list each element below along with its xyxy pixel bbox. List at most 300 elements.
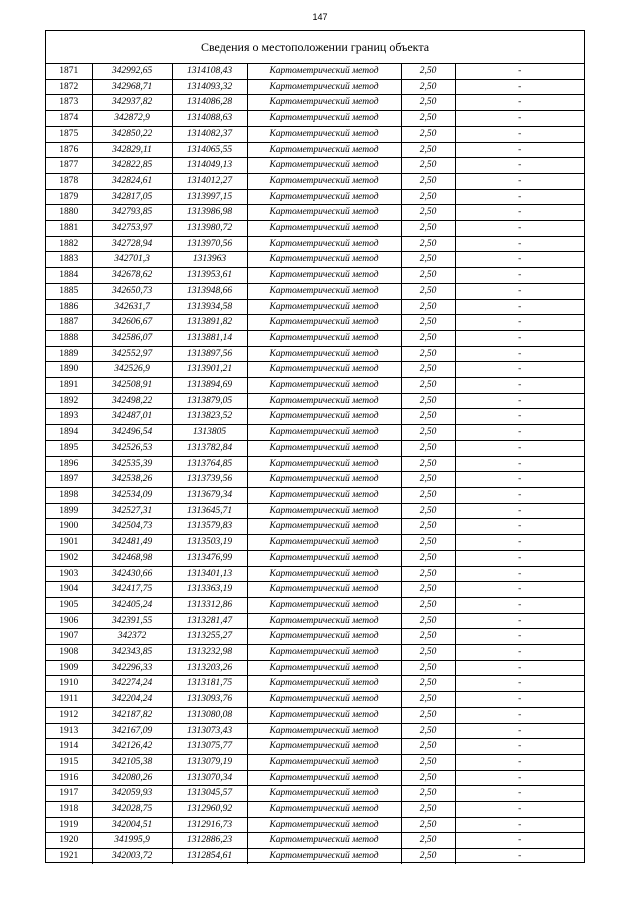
point-number-cell: 1876 xyxy=(46,142,92,158)
x-coordinate-cell: 342417,75 xyxy=(92,582,172,598)
point-number-cell: 1886 xyxy=(46,299,92,315)
x-coordinate-cell: 342274,24 xyxy=(92,676,172,692)
accuracy-cell: 2,50 xyxy=(401,64,455,79)
description-cell: - xyxy=(455,723,584,739)
method-cell: Картометрический метод xyxy=(247,236,401,252)
x-coordinate-cell: 342508,91 xyxy=(92,378,172,394)
x-coordinate-cell: 342753,97 xyxy=(92,221,172,237)
description-cell: - xyxy=(455,205,584,221)
x-coordinate-cell: 342829,11 xyxy=(92,142,172,158)
description-cell: - xyxy=(455,189,584,205)
method-cell: Картометрический метод xyxy=(247,189,401,205)
point-number-cell: 1896 xyxy=(46,456,92,472)
x-coordinate-cell: 342552,97 xyxy=(92,346,172,362)
method-cell: Картометрический метод xyxy=(247,550,401,566)
point-number-cell: 1911 xyxy=(46,692,92,708)
description-cell: - xyxy=(455,739,584,755)
accuracy-cell: 2,50 xyxy=(401,770,455,786)
point-number-cell: 1873 xyxy=(46,95,92,111)
point-number-cell: 1872 xyxy=(46,79,92,95)
accuracy-cell: 2,50 xyxy=(401,754,455,770)
description-cell: - xyxy=(455,582,584,598)
x-coordinate-cell: 342167,09 xyxy=(92,723,172,739)
accuracy-cell: 2,50 xyxy=(401,315,455,331)
point-number-cell: 1902 xyxy=(46,550,92,566)
x-coordinate-cell: 342296,33 xyxy=(92,660,172,676)
description-cell: - xyxy=(455,660,584,676)
description-cell: - xyxy=(455,95,584,111)
method-cell: Картометрический метод xyxy=(247,739,401,755)
point-number-cell: 1894 xyxy=(46,425,92,441)
x-coordinate-cell: 342701,3 xyxy=(92,252,172,268)
point-number-cell: 1884 xyxy=(46,268,92,284)
method-cell: Картометрический метод xyxy=(247,173,401,189)
method-cell: Картометрический метод xyxy=(247,315,401,331)
y-coordinate-cell: 1314065,55 xyxy=(172,142,247,158)
point-number-cell: 1921 xyxy=(46,849,92,864)
x-coordinate-cell: 342504,73 xyxy=(92,519,172,535)
point-number-cell: 1878 xyxy=(46,173,92,189)
y-coordinate-cell: 1312886,23 xyxy=(172,833,247,849)
y-coordinate-cell: 1313997,15 xyxy=(172,189,247,205)
method-cell: Картометрический метод xyxy=(247,613,401,629)
accuracy-cell: 2,50 xyxy=(401,142,455,158)
point-number-cell: 1918 xyxy=(46,802,92,818)
accuracy-cell: 2,50 xyxy=(401,519,455,535)
table-row xyxy=(46,252,584,268)
method-cell: Картометрический метод xyxy=(247,849,401,864)
point-number-cell: 1912 xyxy=(46,707,92,723)
method-cell: Картометрический метод xyxy=(247,440,401,456)
table-row xyxy=(46,346,584,362)
table-row xyxy=(46,189,584,205)
accuracy-cell: 2,50 xyxy=(401,472,455,488)
x-coordinate-cell: 342187,82 xyxy=(92,707,172,723)
y-coordinate-cell: 1314086,28 xyxy=(172,95,247,111)
table-row xyxy=(46,456,584,472)
point-number-cell: 1892 xyxy=(46,393,92,409)
description-cell: - xyxy=(455,330,584,346)
point-number-cell: 1887 xyxy=(46,315,92,331)
table-row xyxy=(46,472,584,488)
x-coordinate-cell: 342817,05 xyxy=(92,189,172,205)
method-cell: Картометрический метод xyxy=(247,582,401,598)
y-coordinate-cell: 1313503,19 xyxy=(172,535,247,551)
point-number-cell: 1898 xyxy=(46,487,92,503)
x-coordinate-cell: 342527,31 xyxy=(92,503,172,519)
y-coordinate-cell: 1313953,61 xyxy=(172,268,247,284)
table-row xyxy=(46,95,584,111)
accuracy-cell: 2,50 xyxy=(401,582,455,598)
y-coordinate-cell: 1313093,76 xyxy=(172,692,247,708)
y-coordinate-cell: 1313255,27 xyxy=(172,629,247,645)
table-row xyxy=(46,535,584,551)
y-coordinate-cell: 1313881,14 xyxy=(172,330,247,346)
description-cell: - xyxy=(455,126,584,142)
y-coordinate-cell: 1313739,56 xyxy=(172,472,247,488)
point-number-cell: 1920 xyxy=(46,833,92,849)
y-coordinate-cell: 1313476,99 xyxy=(172,550,247,566)
point-number-cell: 1914 xyxy=(46,739,92,755)
table-row xyxy=(46,79,584,95)
table-row xyxy=(46,660,584,676)
accuracy-cell: 2,50 xyxy=(401,456,455,472)
accuracy-cell: 2,50 xyxy=(401,613,455,629)
table-row xyxy=(46,692,584,708)
table-row xyxy=(46,111,584,127)
accuracy-cell: 2,50 xyxy=(401,173,455,189)
table-row xyxy=(46,754,584,770)
accuracy-cell: 2,50 xyxy=(401,503,455,519)
description-cell: - xyxy=(455,283,584,299)
accuracy-cell: 2,50 xyxy=(401,158,455,174)
y-coordinate-cell: 1313963 xyxy=(172,252,247,268)
description-cell: - xyxy=(455,629,584,645)
method-cell: Картометрический метод xyxy=(247,566,401,582)
method-cell: Картометрический метод xyxy=(247,456,401,472)
accuracy-cell: 2,50 xyxy=(401,676,455,692)
x-coordinate-cell: 342498,22 xyxy=(92,393,172,409)
accuracy-cell: 2,50 xyxy=(401,79,455,95)
accuracy-cell: 2,50 xyxy=(401,786,455,802)
x-coordinate-cell: 341995,9 xyxy=(92,833,172,849)
method-cell: Картометрический метод xyxy=(247,519,401,535)
table-row xyxy=(46,409,584,425)
method-cell: Картометрический метод xyxy=(247,770,401,786)
coordinates-table xyxy=(46,64,584,864)
table-row xyxy=(46,676,584,692)
accuracy-cell: 2,50 xyxy=(401,346,455,362)
method-cell: Картометрический метод xyxy=(247,676,401,692)
point-number-cell: 1883 xyxy=(46,252,92,268)
accuracy-cell: 2,50 xyxy=(401,95,455,111)
y-coordinate-cell: 1313075,77 xyxy=(172,739,247,755)
x-coordinate-cell: 342028,75 xyxy=(92,802,172,818)
table-row xyxy=(46,330,584,346)
table-row xyxy=(46,283,584,299)
table-row xyxy=(46,849,584,864)
description-cell: - xyxy=(518,851,522,862)
point-number-cell: 1893 xyxy=(46,409,92,425)
accuracy-cell: 2,50 xyxy=(401,330,455,346)
accuracy-cell: 2,50 xyxy=(401,299,455,315)
accuracy-cell: 2,50 xyxy=(401,566,455,582)
point-number-cell: 1907 xyxy=(46,629,92,645)
accuracy-cell: 2,50 xyxy=(401,362,455,378)
x-coordinate-cell: 342538,26 xyxy=(92,472,172,488)
accuracy-cell: 2,50 xyxy=(401,236,455,252)
table-row xyxy=(46,126,584,142)
description-cell: - xyxy=(455,409,584,425)
method-cell: Картометрический метод xyxy=(247,64,401,79)
point-number-cell: 1874 xyxy=(46,111,92,127)
point-number-cell: 1871 xyxy=(46,64,92,79)
y-coordinate-cell: 1313894,69 xyxy=(172,378,247,394)
table-row xyxy=(46,315,584,331)
description-cell: - xyxy=(455,472,584,488)
table-row xyxy=(46,645,584,661)
x-coordinate-cell: 342204,24 xyxy=(92,692,172,708)
x-coordinate-cell: 342631,7 xyxy=(92,299,172,315)
method-cell: Картометрический метод xyxy=(247,503,401,519)
method-cell: Картометрический метод xyxy=(247,802,401,818)
y-coordinate-cell: 1313579,83 xyxy=(172,519,247,535)
point-number-cell: 1882 xyxy=(46,236,92,252)
accuracy-cell: 2,50 xyxy=(401,221,455,237)
y-coordinate-cell: 1313679,34 xyxy=(172,487,247,503)
y-coordinate-cell: 1313879,05 xyxy=(172,393,247,409)
table-caption: Сведения о местоположении границ объекта xyxy=(46,31,584,64)
x-coordinate-cell: 342372 xyxy=(92,629,172,645)
x-coordinate-cell: 342586,07 xyxy=(92,330,172,346)
description-cell: - xyxy=(455,378,584,394)
y-coordinate-cell: 1313891,82 xyxy=(172,315,247,331)
description-cell: - xyxy=(455,425,584,441)
method-cell: Картометрический метод xyxy=(247,221,401,237)
x-coordinate-cell: 342391,55 xyxy=(92,613,172,629)
y-coordinate-cell: 1314088,63 xyxy=(172,111,247,127)
method-cell: Картометрический метод xyxy=(247,299,401,315)
description-cell: - xyxy=(455,393,584,409)
point-number-cell: 1897 xyxy=(46,472,92,488)
x-coordinate-cell: 342968,71 xyxy=(92,79,172,95)
description-cell: - xyxy=(455,158,584,174)
description-cell: - xyxy=(455,487,584,503)
x-coordinate-cell: 342937,82 xyxy=(92,95,172,111)
table-row xyxy=(46,173,584,189)
y-coordinate-cell: 1313901,21 xyxy=(172,362,247,378)
x-coordinate-cell: 342004,51 xyxy=(92,817,172,833)
description-cell: - xyxy=(455,676,584,692)
table-row xyxy=(46,739,584,755)
x-coordinate-cell: 342343,85 xyxy=(92,645,172,661)
description-cell: - xyxy=(455,221,584,237)
method-cell: Картометрический метод xyxy=(247,252,401,268)
accuracy-cell: 2,50 xyxy=(401,535,455,551)
table-row xyxy=(46,802,584,818)
table-row xyxy=(46,64,584,79)
description-cell: - xyxy=(455,236,584,252)
point-number-cell: 1895 xyxy=(46,440,92,456)
description-cell: - xyxy=(455,550,584,566)
method-cell: Картометрический метод xyxy=(247,79,401,95)
table-row xyxy=(46,582,584,598)
point-number-cell: 1891 xyxy=(46,378,92,394)
description-cell: - xyxy=(455,786,584,802)
table-row xyxy=(46,817,584,833)
point-number-cell: 1899 xyxy=(46,503,92,519)
y-coordinate-cell: 1313070,34 xyxy=(172,770,247,786)
method-cell: Картометрический метод xyxy=(247,786,401,802)
point-number-cell: 1917 xyxy=(46,786,92,802)
description-cell: - xyxy=(455,64,584,79)
x-coordinate-cell: 342080,26 xyxy=(92,770,172,786)
table-row xyxy=(46,205,584,221)
description-cell: - xyxy=(455,503,584,519)
y-coordinate-cell: 1312960,92 xyxy=(172,802,247,818)
x-coordinate-cell: 342824,61 xyxy=(92,173,172,189)
x-coordinate-cell: 342496,54 xyxy=(92,425,172,441)
table-row xyxy=(46,550,584,566)
point-number-cell: 1919 xyxy=(46,817,92,833)
description-cell: - xyxy=(455,519,584,535)
accuracy-cell: 2,50 xyxy=(401,739,455,755)
method-cell: Картометрический метод xyxy=(247,95,401,111)
point-number-cell: 1890 xyxy=(46,362,92,378)
description-cell: - xyxy=(455,566,584,582)
table-row xyxy=(46,723,584,739)
y-coordinate-cell: 1313080,08 xyxy=(172,707,247,723)
method-cell: Картометрический метод xyxy=(247,111,401,127)
method-cell: Картометрический метод xyxy=(247,205,401,221)
y-coordinate-cell: 1313970,56 xyxy=(172,236,247,252)
table-row xyxy=(46,268,584,284)
description-cell: - xyxy=(455,692,584,708)
table-row xyxy=(46,503,584,519)
table-row xyxy=(46,707,584,723)
accuracy-cell: 2,50 xyxy=(401,692,455,708)
x-coordinate-cell: 342059,93 xyxy=(92,786,172,802)
x-coordinate-cell: 342793,85 xyxy=(92,205,172,221)
description-cell: - xyxy=(455,817,584,833)
accuracy-cell: 2,50 xyxy=(401,425,455,441)
accuracy-cell: 2,50 xyxy=(401,707,455,723)
description-cell: - xyxy=(455,440,584,456)
accuracy-cell: 2,50 xyxy=(401,597,455,613)
y-coordinate-cell: 1313401,13 xyxy=(172,566,247,582)
y-coordinate-cell: 1313782,84 xyxy=(172,440,247,456)
table-row xyxy=(46,519,584,535)
point-number-cell: 1877 xyxy=(46,158,92,174)
x-coordinate-cell: 342534,09 xyxy=(92,487,172,503)
method-cell: Картометрический метод xyxy=(247,126,401,142)
accuracy-cell: 2,50 xyxy=(401,378,455,394)
y-coordinate-cell: 1313079,19 xyxy=(172,754,247,770)
accuracy-cell: 2,50 xyxy=(401,252,455,268)
method-cell: Картометрический метод xyxy=(247,362,401,378)
point-number-cell: 1906 xyxy=(46,613,92,629)
accuracy-cell: 2,50 xyxy=(401,409,455,425)
method-cell: Картометрический метод xyxy=(247,142,401,158)
x-coordinate-cell: 342535,39 xyxy=(92,456,172,472)
description-cell: - xyxy=(455,362,584,378)
y-coordinate-cell: 1312854,61 xyxy=(172,849,247,864)
point-number-cell: 1903 xyxy=(46,566,92,582)
point-number-cell: 1885 xyxy=(46,283,92,299)
point-number-cell: 1910 xyxy=(46,676,92,692)
accuracy-cell: 2,50 xyxy=(401,802,455,818)
x-coordinate-cell: 342850,22 xyxy=(92,126,172,142)
x-coordinate-cell: 342678,62 xyxy=(92,268,172,284)
y-coordinate-cell: 1313986,98 xyxy=(172,205,247,221)
accuracy-cell: 2,50 xyxy=(401,723,455,739)
x-coordinate-cell: 342003,72 xyxy=(92,849,172,864)
accuracy-cell: 2,50 xyxy=(401,205,455,221)
method-cell: Картометрический метод xyxy=(247,346,401,362)
accuracy-cell: 2,50 xyxy=(401,393,455,409)
x-coordinate-cell: 342105,38 xyxy=(92,754,172,770)
accuracy-cell: 2,50 xyxy=(401,111,455,127)
y-coordinate-cell: 1313281,47 xyxy=(172,613,247,629)
point-number-cell: 1904 xyxy=(46,582,92,598)
method-cell: Картометрический метод xyxy=(247,629,401,645)
point-number-cell: 1880 xyxy=(46,205,92,221)
y-coordinate-cell: 1313764,85 xyxy=(172,456,247,472)
description-cell: - xyxy=(455,833,584,849)
y-coordinate-cell: 1313073,43 xyxy=(172,723,247,739)
description-cell: - xyxy=(455,597,584,613)
table-row xyxy=(46,597,584,613)
x-coordinate-cell: 342728,94 xyxy=(92,236,172,252)
description-cell: - xyxy=(455,252,584,268)
point-number-cell: 1909 xyxy=(46,660,92,676)
point-number-cell: 1908 xyxy=(46,645,92,661)
y-coordinate-cell: 1313045,57 xyxy=(172,786,247,802)
y-coordinate-cell: 1313312,86 xyxy=(172,597,247,613)
method-cell: Картометрический метод xyxy=(247,330,401,346)
accuracy-cell: 2,50 xyxy=(401,126,455,142)
method-cell: Картометрический метод xyxy=(247,283,401,299)
table-row xyxy=(46,613,584,629)
accuracy-cell: 2,50 xyxy=(401,817,455,833)
point-number-cell: 1875 xyxy=(46,126,92,142)
method-cell: Картометрический метод xyxy=(247,409,401,425)
point-number-cell: 1881 xyxy=(46,221,92,237)
table-row xyxy=(46,158,584,174)
description-cell: - xyxy=(455,299,584,315)
x-coordinate-cell: 342822,85 xyxy=(92,158,172,174)
description-cell: - xyxy=(455,268,584,284)
coordinates-table-body xyxy=(46,64,584,864)
description-cell: - xyxy=(455,613,584,629)
y-coordinate-cell: 1313823,52 xyxy=(172,409,247,425)
table-row xyxy=(46,378,584,394)
point-number-cell: 1888 xyxy=(46,330,92,346)
boundary-coordinates-sheet xyxy=(45,30,585,863)
description-cell: - xyxy=(455,142,584,158)
y-coordinate-cell: 1313232,98 xyxy=(172,645,247,661)
method-cell: Картометрический метод xyxy=(247,268,401,284)
y-coordinate-cell: 1314049,13 xyxy=(172,158,247,174)
accuracy-cell: 2,50 xyxy=(401,283,455,299)
point-number-cell: 1915 xyxy=(46,754,92,770)
y-coordinate-cell: 1313805 xyxy=(172,425,247,441)
method-cell: Картометрический метод xyxy=(247,660,401,676)
point-number-cell: 1889 xyxy=(46,346,92,362)
method-cell: Картометрический метод xyxy=(247,393,401,409)
accuracy-cell: 2,50 xyxy=(401,833,455,849)
point-number-cell: 1916 xyxy=(46,770,92,786)
y-coordinate-cell: 1313645,71 xyxy=(172,503,247,519)
x-coordinate-cell: 342487,01 xyxy=(92,409,172,425)
table-row xyxy=(46,362,584,378)
x-coordinate-cell: 342430,66 xyxy=(92,566,172,582)
y-coordinate-cell: 1313897,56 xyxy=(172,346,247,362)
method-cell: Картометрический метод xyxy=(247,754,401,770)
description-cell: - xyxy=(455,535,584,551)
method-cell: Картометрический метод xyxy=(247,378,401,394)
table-row xyxy=(46,236,584,252)
x-coordinate-cell: 342468,98 xyxy=(92,550,172,566)
accuracy-cell: 2,50 xyxy=(401,487,455,503)
description-cell: - xyxy=(455,173,584,189)
method-cell: Картометрический метод xyxy=(247,487,401,503)
page-number: 147 xyxy=(312,12,328,22)
x-coordinate-cell: 342526,53 xyxy=(92,440,172,456)
point-number-cell: 1879 xyxy=(46,189,92,205)
accuracy-cell: 2,50 xyxy=(401,550,455,566)
x-coordinate-cell: 342650,73 xyxy=(92,283,172,299)
